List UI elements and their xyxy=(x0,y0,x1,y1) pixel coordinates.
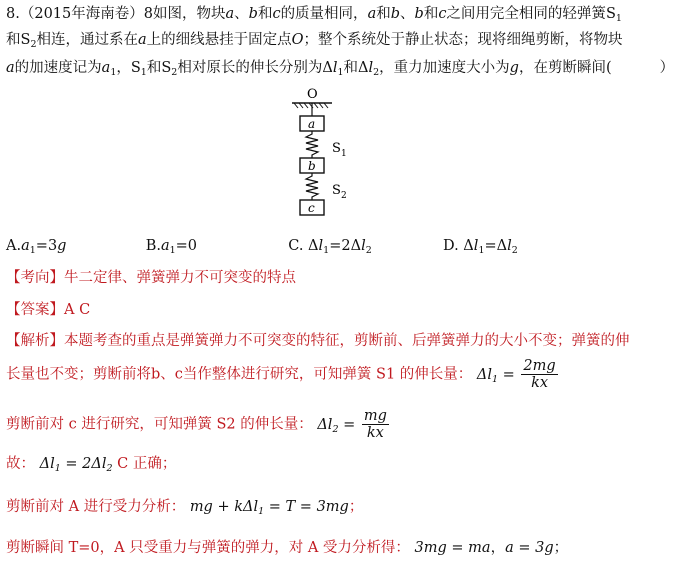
spring-S1-sub: 1 xyxy=(341,149,347,159)
fraction xyxy=(362,408,389,441)
math-text: Δl xyxy=(39,456,55,472)
subscript: 1 xyxy=(478,245,485,256)
block-c-label: c xyxy=(308,201,315,215)
text: 、 xyxy=(400,6,415,22)
formula-relation xyxy=(40,456,113,472)
subscript: 1 xyxy=(323,245,330,256)
subscript: 1 xyxy=(54,463,61,474)
option-C-letter: C. Δ xyxy=(288,238,319,254)
subscript: 1 xyxy=(169,245,176,256)
math-text: = xyxy=(338,416,360,433)
var-a: a xyxy=(6,60,15,76)
math-text: Δl xyxy=(476,366,492,383)
spring-S2 xyxy=(306,173,318,200)
subscript: 2 xyxy=(511,245,518,256)
jiexi-line-1: 【解析】本题考查的重点是弹簧弹力不可突变的特征，剪断前、后弹簧弹力的大小不变；弹簧的伸 xyxy=(6,333,630,349)
text: =3 xyxy=(35,238,58,254)
text: 的加速度记为 xyxy=(14,60,102,76)
jiexi-line-6 xyxy=(6,538,568,558)
text: 和 xyxy=(6,32,21,48)
subscript: 2 xyxy=(106,463,113,474)
text: 如图，物块 xyxy=(152,6,226,22)
option-A xyxy=(6,238,66,254)
spring-S1-label: S xyxy=(332,141,341,156)
diagram-svg xyxy=(280,86,400,226)
jiexi-line-3 xyxy=(6,408,391,441)
text: ，在剪断瞬间( xyxy=(518,60,612,76)
var-g: g xyxy=(509,60,519,76)
text: 和Δ xyxy=(343,60,369,76)
subscript: 1 xyxy=(110,67,117,78)
text: 剪断前对 c 进行研究，可知弹簧 S2 的伸长量： xyxy=(6,416,313,433)
subscript: 1 xyxy=(337,67,344,78)
denominator: kx xyxy=(366,425,384,441)
var: l xyxy=(318,238,324,254)
text: 故： xyxy=(6,456,35,472)
problem-number: 8. xyxy=(6,6,20,22)
point-O-label: O xyxy=(307,87,318,102)
var-S1: S xyxy=(605,6,616,22)
formula-dl1 xyxy=(476,358,560,391)
text: 剪断前对 A 进行受力分析： xyxy=(6,499,186,515)
subscript: 2 xyxy=(171,67,178,78)
text: 、 xyxy=(234,6,249,22)
math-text: = xyxy=(498,366,520,383)
option-B-letter: B. xyxy=(145,238,161,254)
text: 和 xyxy=(376,6,391,22)
problem-source: （2015年海南卷）8 xyxy=(19,6,153,22)
jiexi-line-4 xyxy=(6,454,176,474)
subscript: 2 xyxy=(365,245,372,256)
var-c: c xyxy=(272,6,281,22)
text: 相连，通过系在 xyxy=(36,32,138,48)
answer-line: 【答案】A C xyxy=(6,302,91,318)
var-a: a xyxy=(367,6,377,22)
problem-line-3 xyxy=(6,58,674,78)
spring-S2-sub: 2 xyxy=(341,191,347,201)
text: 的质量相同， xyxy=(280,6,368,22)
text: =0 xyxy=(175,238,198,254)
var-b: b xyxy=(390,6,401,22)
math-text: mg + kΔl xyxy=(189,499,259,515)
spring-S2-label: S xyxy=(332,183,341,198)
jiexi-line-2 xyxy=(6,358,560,391)
var: a xyxy=(21,238,30,254)
math-text: = T = 3mg xyxy=(264,499,349,515)
subscript: 1 xyxy=(615,13,622,24)
var: l xyxy=(507,238,512,254)
option-C xyxy=(288,238,372,254)
option-A-letter: A. xyxy=(6,238,22,254)
text: ； xyxy=(348,499,364,515)
var: a xyxy=(160,238,170,254)
subscript: 1 xyxy=(258,506,265,517)
text: 之间用完全相同的轻弹簧 xyxy=(446,6,606,22)
text: C 正确； xyxy=(112,456,177,472)
option-B xyxy=(146,238,197,254)
var-a: a xyxy=(137,32,147,48)
var: l xyxy=(361,238,366,254)
text: 剪断瞬间 T=0，A 只受重力与弹簧的弹力，对 A 受力分析得： xyxy=(6,540,410,556)
text: ， xyxy=(116,60,131,76)
var-a1: a xyxy=(101,60,111,76)
problem-line-1 xyxy=(6,4,622,24)
text: ，重力加速度大小为 xyxy=(379,60,510,76)
fraction xyxy=(521,358,557,391)
var-S2: S xyxy=(161,60,172,76)
text: =2Δ xyxy=(329,238,362,254)
spring-S1 xyxy=(306,131,318,158)
text: ； xyxy=(553,540,569,556)
option-D xyxy=(443,238,518,254)
var-l1: l xyxy=(332,60,338,76)
block-a-label: a xyxy=(308,117,316,131)
numerator: 2mg xyxy=(523,358,556,374)
subscript: 2 xyxy=(373,67,380,78)
subscript: 1 xyxy=(492,373,499,385)
kaoxiang-line: 【考向】牛二定律、弹簧弹力不可突变的特点 xyxy=(6,270,296,286)
text: ；整个系统处于静止状态；现将细绳剪断，将物块 xyxy=(303,32,623,48)
var-a: a xyxy=(225,6,235,22)
var: l xyxy=(473,238,479,254)
jiexi-line-5 xyxy=(6,497,363,517)
option-D-letter: D. Δ xyxy=(442,238,474,254)
text: ） xyxy=(659,60,674,76)
formula-force-a xyxy=(190,499,349,515)
problem-line-2 xyxy=(6,30,623,50)
text: 相对原长的伸长分别为Δ xyxy=(177,60,333,76)
text: ， xyxy=(490,540,506,556)
math-text: = 2Δl xyxy=(60,456,107,472)
formula-result: a = 3g xyxy=(505,540,554,556)
spring-block-diagram xyxy=(280,86,400,226)
formula-newton: 3mg = ma xyxy=(414,540,491,556)
var-l2: l xyxy=(368,60,374,76)
numerator: mg xyxy=(363,408,387,424)
subscript: 1 xyxy=(29,245,36,256)
subscript: 1 xyxy=(140,67,147,78)
text: 长量也不变；剪断前将b、c当作整体进行研究，可知弹簧 S1 的伸长量： xyxy=(6,366,473,383)
var-b: b xyxy=(414,6,424,22)
var-b: b xyxy=(248,6,258,22)
var-c: c xyxy=(438,6,447,22)
denominator: kx xyxy=(531,375,549,391)
var-O: O xyxy=(291,32,304,48)
formula-dl2 xyxy=(317,408,391,441)
var: g xyxy=(57,238,67,254)
text: 和 xyxy=(146,60,162,76)
text: =Δ xyxy=(484,238,508,254)
subscript: 2 xyxy=(332,423,339,435)
block-b-label: b xyxy=(308,159,316,173)
var-S1: S xyxy=(130,60,141,76)
text: 和 xyxy=(257,6,273,22)
subscript: 2 xyxy=(30,39,37,50)
math-text: Δl xyxy=(317,416,333,433)
text: 上的细线悬挂于固定点 xyxy=(146,32,292,48)
var-S2: S xyxy=(20,32,31,48)
text: 和 xyxy=(423,6,439,22)
options-row xyxy=(6,236,518,256)
